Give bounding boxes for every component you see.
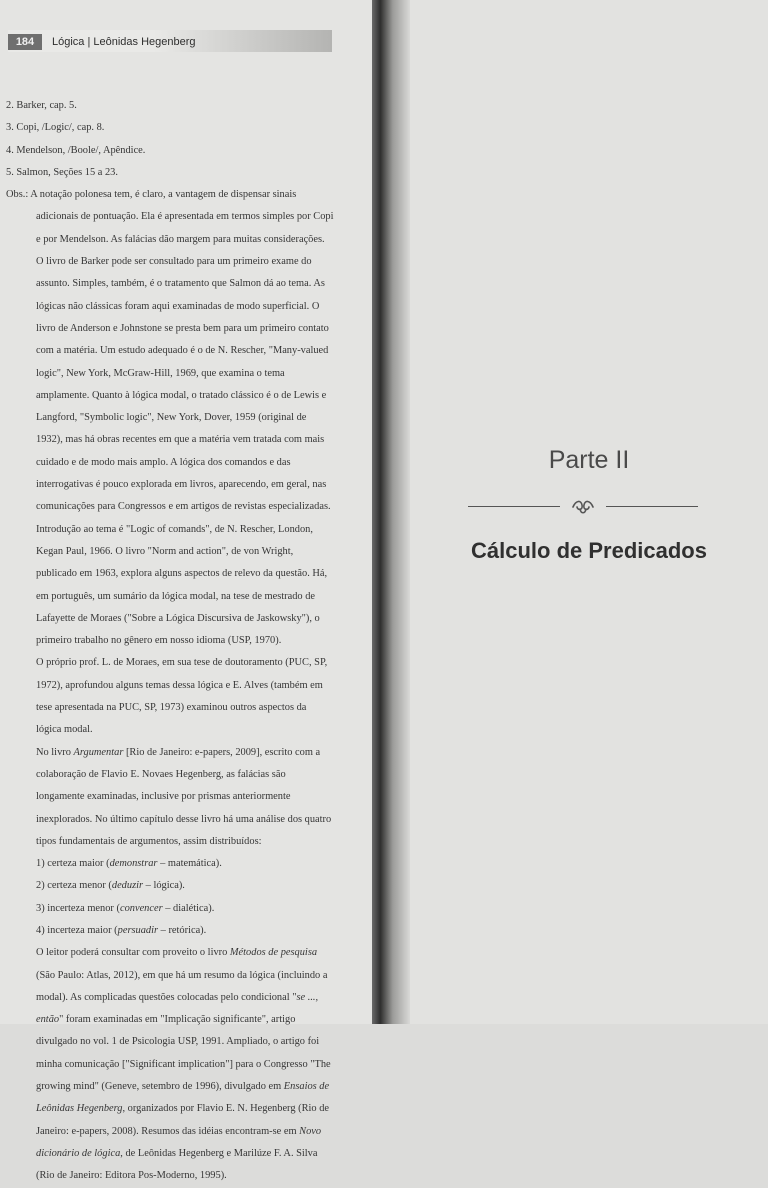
argument-type-item: 3) incerteza menor (convencer – dialética).: [36, 902, 215, 914]
argument-type-item: 2) certeza menor (deduzir – lógica).: [36, 880, 185, 892]
book-title-dicionario: Novo dicionário de lógica: [36, 1125, 322, 1159]
reference-item: 5. Salmon, Seções 15 a 23.: [6, 166, 118, 178]
obs-text: A notação polonesa tem, é claro, a vantagem de dispensar sinais adicionais de pontuação. Ela é apresentada em termos simples por Copi e por Mendelson. As falácias dão margem para muitas considerações. O livro de Barker pode ser consultado para um primeiro exame do assunto. Simples, também, é o tratamento que Salmon dá ao tema. As lógicas não clássicas foram aqui examinadas de modo superficial. O livro de Anderson e Johnstone se presta bem para um primeiro contato com a matéria. Um estudo adequado é o de N. Rescher, "Many-valued logic", New York, McGraw-Hill, 1969, que examina o tema amplamente. Quanto à lógica modal, o tratado clássico é o de Lewis e Langford, "Symbolic logic", New York, Dover, 1959 (original de 1932), mas há obras recentes em que a matéria vem tratada com mais cuidado e de modo mais amplo. A lógica dos comandos e das interrogativas é pouco explorada em livros, aparecendo, em geral, nas comunicações para Congressos e em artigos de revistas especializadas. Introdução ao tema é "Logic of comands", de N. Rescher, London, Kegan Paul, 1966. O livro "Norm and action", de von Wright, publicado em 1963, explora alguns aspectos de relevo da questão. Há, em português, um sumário da lógica modal, na tese de mestrado de Lafayette de Moraes ("Sobre a Lógica Discursiva de Jaskowsky"), o primeiro trabalho no gênero em nosso idioma (USP, 1970).: [30, 189, 334, 647]
page-number: 184: [8, 34, 42, 50]
part-title: Cálculo de Predicados: [471, 538, 707, 563]
book-title-ensaios: Ensaios de Leônidas Hegenberg: [36, 1081, 330, 1115]
notes-text-block: [6, 95, 334, 1188]
book-title-metodos: Métodos de pesquisa: [229, 947, 318, 959]
fleuron-icon: [571, 495, 595, 517]
divider-rule-left: [468, 506, 560, 507]
obs-paragraph: [6, 184, 334, 652]
argumentar-paragraph: No livro Argumentar [Rio de Janeiro: e-papers, 2009], escrito com a colaboração de Flavio E. Novaes Hegenberg, as falácias são longamente examinadas, inclusive por prismas anteriormente inexplorados. No último capítulo desse livro há uma análise dos quatro tipos fundamentais de argumentos, assim distribuídos:: [36, 746, 332, 847]
running-title: Lógica | Leônidas Hegenberg: [52, 36, 196, 48]
argument-type-item: 1) certeza maior (demonstrar – matemática).: [36, 858, 222, 870]
obs-label: Obs.:: [6, 189, 29, 201]
reference-item: 3. Copi, /Logic/, cap. 8.: [6, 122, 105, 134]
metodos-paragraph: O leitor poderá consultar com proveito o livro Métodos de pesquisa (São Paulo: Atlas, 2012), em que há um resumo da lógica (incluindo a modal). As complicadas questões colocadas pelo condicional "se ..., então" foram examinadas em "Implicação significante", artigo divulgado no vol. 1 de Psicologia USP, 1991. Ampliado, o artigo foi minha comunicação ["Significant implication"] para o Congresso "The growing mind" (Geneve, setembro de 1996), divulgado em Ensaios de Leônidas Hegenberg, organizados por Flavio E. N. Hegenberg (Rio de Janeiro: e-papers, 2008). Resumos das idéias encontram-se em Novo dicionário de lógica, de Leônidas Hegenberg e Marilúze F. A. Silva (Rio de Janeiro: Editora Pos-Moderno, 1995).: [36, 947, 331, 1182]
reference-item: 4. Mendelson, /Boole/, Apêndice.: [6, 144, 146, 156]
left-page: [0, 0, 378, 1182]
book-gutter: [372, 0, 410, 1024]
divider-rule-right: [606, 506, 698, 507]
book-title-argumentar: Argumentar: [73, 746, 124, 758]
part-divider: [468, 495, 698, 517]
reference-item: 2. Barker, cap. 5.: [6, 100, 77, 111]
part-label: Parte II: [548, 446, 630, 474]
right-page: [410, 0, 768, 1024]
running-head: [8, 30, 332, 52]
moraes-paragraph: O próprio prof. L. de Moraes, em sua tese de doutoramento (PUC, SP, 1972), aprofundou alguns temas dessa lógica e E. Alves (também em tese apresentada na PUC, SP, 1973) examinou outros aspectos da lógica modal.: [36, 657, 328, 736]
argument-type-item: 4) incerteza maior (persuadir – retórica).: [36, 924, 207, 936]
